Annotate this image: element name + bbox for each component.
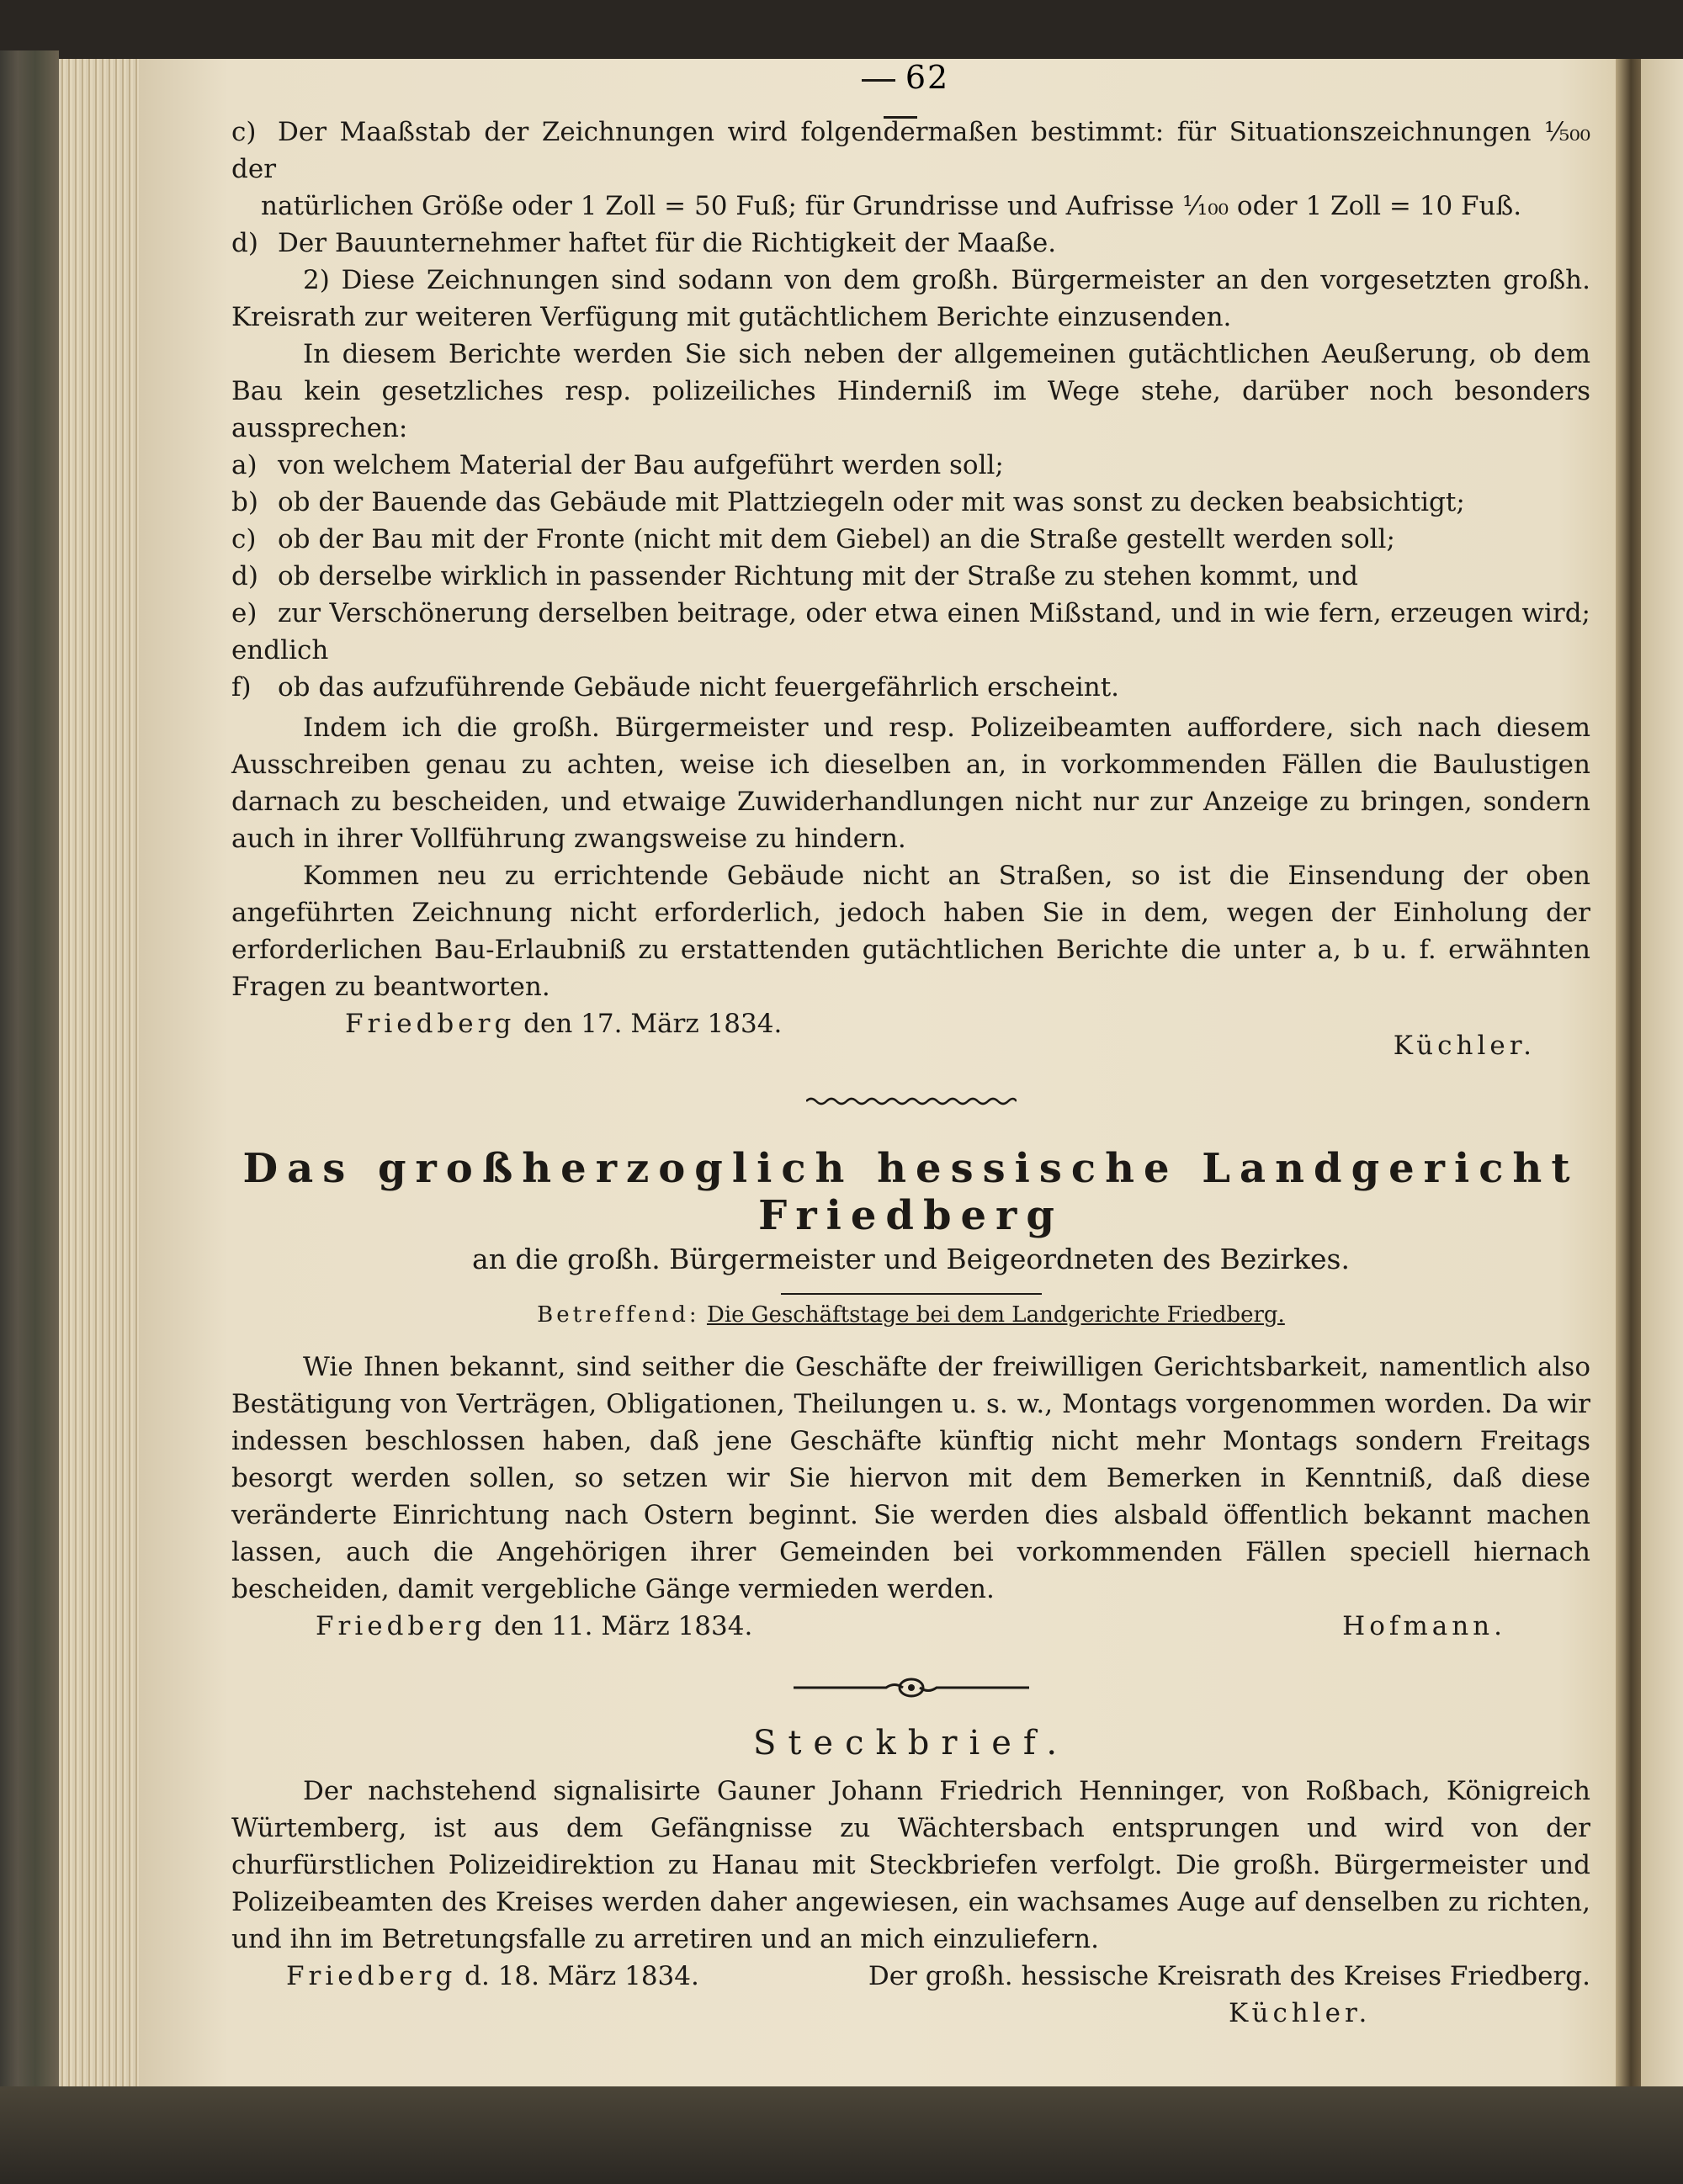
betreffend-line [231, 1296, 1590, 1333]
question-c: c) ob der Bau mit der Fronte (nicht mit dem Giebel) an die Straße gestellt werden soll; [231, 524, 1395, 554]
page-stack-edges [59, 59, 143, 2086]
betreffend-text: Die Geschäftstage bei dem Landgerichte Friedberg. [706, 1302, 1285, 1328]
paragraph-geschaeftstage: Wie Ihnen bekannt, sind seither die Geschäfte der freiwilligen Gerichtsbarkeit, namentlich also Bestätigung von Verträgen, Obligationen, Theilungen u. s. w., Montags vorgenommen worden. Da wir indessen beschlossen haben, daß jene Geschäfte künftig nicht mehr Montags sondern Freitags besorgt werden sollen, so setzen wir Sie hiervon mit dem Bemerken in Kenntniß, daß diese veränderte Einrichtung nach Ostern beginnt. Sie werden dies alsbald öffentlich bekannt machen lassen, auch die Angehörigen ihrer Gemeinden bei vorkommenden Fällen speciell hiernach bescheiden, damit vergebliche Gänge vermieden werden. [231, 1352, 1590, 1604]
signature-name-3: Küchler. [1229, 1998, 1372, 2028]
paragraph-bericht: In diesem Berichte werden Sie sich neben der allgemeinen gutächtlichen Aeußerung, ob dem Bau kein gesetzliches resp. polizeiliches Hinderniß im Wege stehe, darüber noch besonders aussprechen: [231, 339, 1590, 443]
paragraph-steckbrief: Der nachstehend signalisirte Gauner Johann Friedrich Henninger, von Roßbach, Königreich Würtemberg, ist aus dem Gefängnisse zu Wächtersbach entsprungen und wird von der churfürstlichen Polizeidirektion zu Hanau mit Steckbriefen verfolgt. Die großh. Bürgermeister und Polizeibeamten des Kreises werden daher angewiesen, ein wachsames Auge auf denselben zu richten, und ihn im Betretungsfalle zu arretiren und an mich einzuliefern. [231, 1776, 1590, 1954]
section-heading-steckbrief: Steckbrief. [752, 1724, 1070, 1763]
signature-date-2: den 11. März 1834. [494, 1611, 753, 1641]
signature-place-2: Friedberg [316, 1611, 486, 1641]
signature-date-3: d. 18. März 1834. [465, 1961, 699, 1991]
ornamental-divider-2 [794, 1675, 1029, 1700]
signature-block-1 [231, 1005, 1590, 1064]
paragraph-zeichnungen: 2) Diese Zeichnungen sind sodann von dem großh. Bürgermeister an den vorgesetzten großh. Kreisrath zur weiteren Verfügung mit gutächtlichem Berichte einzusenden. [231, 265, 1590, 332]
page-number: 62 [850, 59, 951, 133]
question-list [231, 447, 1590, 706]
question-f: f) ob das aufzuführende Gebäude nicht feuergefährlich erscheint. [231, 672, 1120, 702]
question-d: d) ob derselbe wirklich in passender Richtung mit der Straße zu stehen kommt, und [231, 561, 1358, 591]
book-cover-edge [0, 50, 59, 2120]
paragraph-auffordern: Indem ich die großh. Bürgermeister und resp. Polizeibeamten auffordere, sich nach diesem Ausschreiben genau zu achten, weise ich dieselben an, in vorkommenden Fällen die Baulustigen darnach zu bescheiden, und etwaige Zuwiderhandlungen nicht nur zur Anzeige zu bringen, sondern auch in ihrer Vollführung zwangsweise zu hindern. [231, 713, 1590, 854]
section-subheading-landgericht: an die großh. Bürgermeister und Beigeordneten des Bezirkes. [472, 1243, 1350, 1275]
item-d: d) Der Bauunternehmer haftet für die Richtigkeit der Maaße. [231, 228, 1057, 258]
question-b: b) ob der Bauende das Gebäude mit Plattziegeln oder mit was sonst zu decken beabsichtigt; [231, 487, 1465, 517]
signature-block-2 [231, 1608, 1590, 1645]
signature-block-3 [231, 1958, 1590, 1995]
betreffend-rule [781, 1293, 1042, 1295]
question-a: a) von welchem Material der Bau aufgeführt werden soll; [231, 450, 1004, 480]
ornamental-divider-1 [806, 1095, 1017, 1108]
signature-place-3: Friedberg [286, 1961, 457, 1991]
signature-name-1: Küchler. [1393, 1031, 1536, 1061]
betreffend-label: Betreffend: [537, 1302, 700, 1328]
signature-name-2: Hofmann. [1342, 1611, 1506, 1641]
signature-place-1: Friedberg [345, 1009, 516, 1039]
section-heading-landgericht: Das großherzoglich hessische Landgericht Friedberg [242, 1145, 1579, 1239]
adjacent-page-edge [1641, 59, 1683, 2086]
item-c-continued: natürlichen Größe oder 1 Zoll = 50 Fuß; für Grundrisse und Aufrisse ¹⁄₁₀₀ oder 1 Zoll = 10 Fuß. [261, 191, 1522, 221]
book-bottom-board [0, 2086, 1683, 2184]
signature-authority-3: Der großh. hessische Kreisrath des Kreises Friedberg. [868, 1961, 1590, 1991]
page-text [231, 114, 1590, 2032]
paragraph-strassen: Kommen neu zu errichtende Gebäude nicht an Straßen, so ist die Einsendung der oben angeführten Zeichnung nicht erforderlich, jedoch haben Sie in dem, wegen der Einholung der erforderlichen Bau-Erlaubniß zu erstattenden gutächtlichen Berichte die unter a, b u. f. erwähnten Fragen zu beantworten. [231, 861, 1590, 1002]
signature-date-1: den 17. März 1834. [523, 1009, 783, 1039]
book-gutter [1616, 59, 1641, 2086]
item-c: c) Der Maaßstab der Zeichnungen wird folgendermaßen bestimmt: für Situationszeichnungen ¹⁄₅₀₀ der [231, 117, 1590, 184]
question-e: e) zur Verschönerung derselben beitrage, oder etwa einen Mißstand, und in wie fern, erzeugen wird; endlich [231, 598, 1590, 665]
